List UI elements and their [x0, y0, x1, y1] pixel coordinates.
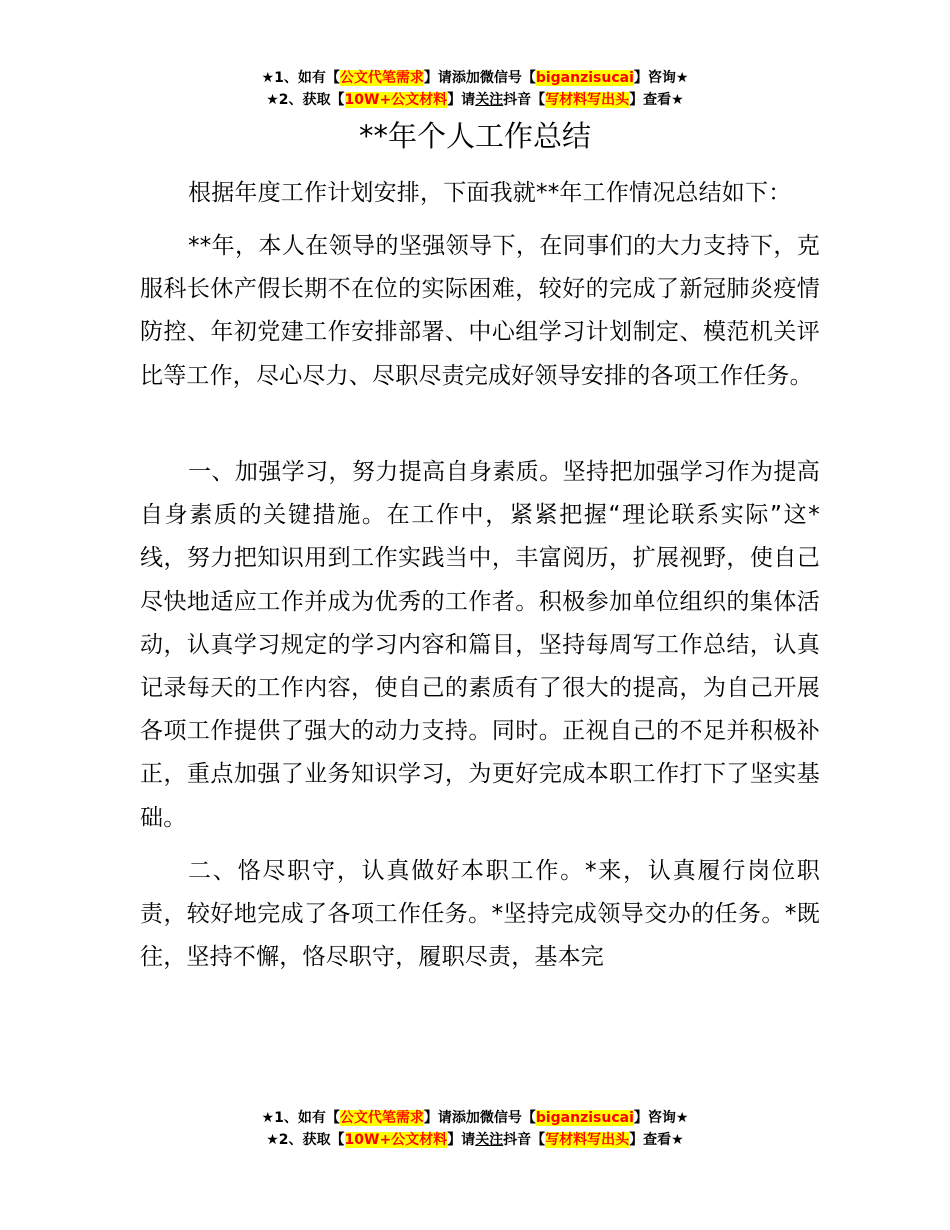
wechat-id-highlight: biganzisucai [535, 1110, 634, 1126]
wechat-id-highlight: biganzisucai [535, 70, 634, 86]
banner-text: ★2、获取【 [266, 92, 345, 108]
banner-highlight: 10W+公文材料 [344, 92, 448, 108]
banner-line-2 [0, 1129, 950, 1151]
banner-text: 】咨询★ [633, 70, 689, 86]
banner-text: 】请添加微信号【 [423, 1110, 536, 1126]
banner-highlight: 公文代笔需求 [339, 1110, 424, 1126]
footer-banner [0, 1107, 950, 1151]
douyin-id-highlight: 写材料写出头 [545, 1132, 630, 1148]
banner-text: 】咨询★ [633, 1110, 689, 1126]
banner-text: ★1、如有【 [261, 1110, 340, 1126]
banner-highlight: 10W+公文材料 [344, 1132, 448, 1148]
banner-text: 抖音【 [503, 92, 546, 108]
banner-text: 】请 [447, 92, 476, 108]
banner-text: 】请 [447, 1132, 476, 1148]
banner-underlined-text: 关注 [475, 1132, 504, 1148]
paragraph-overview [140, 225, 820, 398]
paragraph-section-1 [140, 451, 820, 840]
douyin-id-highlight: 写材料写出头 [545, 92, 630, 108]
banner-line-1 [0, 1107, 950, 1129]
banner-text: 】查看★ [629, 1132, 684, 1148]
page-title: **年个人工作总结 [358, 119, 591, 153]
paragraph-text: 根据年度工作计划安排，下面我就**年工作情况总结如下： [188, 180, 792, 206]
banner-line-2 [0, 89, 950, 111]
paragraph-text: 二、恪尽职守，认真做好本职工作。*来，认真履行岗位职责，较好地完成了各项工作任务。*坚持完成领导交办的任务。*既往，坚持不懈，恪尽职守，履职尽责，基本完 [140, 858, 820, 971]
banner-text: ★1、如有【 [261, 70, 340, 86]
banner-text: ★2、获取【 [266, 1132, 345, 1148]
banner-text: 】请添加微信号【 [423, 70, 536, 86]
paragraph-text: **年，本人在领导的坚强领导下，在同事们的大力支持下，克服科长休产假长期不在位的实际困难，较好的完成了新冠肺炎疫情防控、年初党建工作安排部署、中心组学习计划制定、模范机关评比等工作，尽心尽力、尽职尽责完成好领导安排的各项工作任务。 [140, 233, 820, 389]
paragraph-text: 一、加强学习，努力提高自身素质。坚持把加强学习作为提高自身素质的关键措施。在工作中，紧紧把握“理论联系实际”这*线，努力把知识用到工作实践当中，丰富阅历，扩展视野，使自己尽快地适应工作并成为优秀的工作者。积极参加单位组织的集体活动，认真学习规定的学习内容和篇目，坚持每周写工作总结，认真记录每天的工作内容，使自己的素质有了很大的提高，为自己开展各项工作提供了强大的动力支持。同时。正视自己的不足并积极补正，重点加强了业务知识学习，为更好完成本职工作打下了坚实基础。 [140, 459, 820, 831]
banner-text: 】查看★ [629, 92, 684, 108]
banner-text: 抖音【 [503, 1132, 546, 1148]
banner-highlight: 公文代笔需求 [339, 70, 424, 86]
header-banner [0, 67, 950, 111]
banner-underlined-text: 关注 [475, 92, 504, 108]
paragraph-section-2 [140, 850, 820, 980]
paragraph-intro [140, 172, 820, 215]
banner-line-1 [0, 67, 950, 89]
